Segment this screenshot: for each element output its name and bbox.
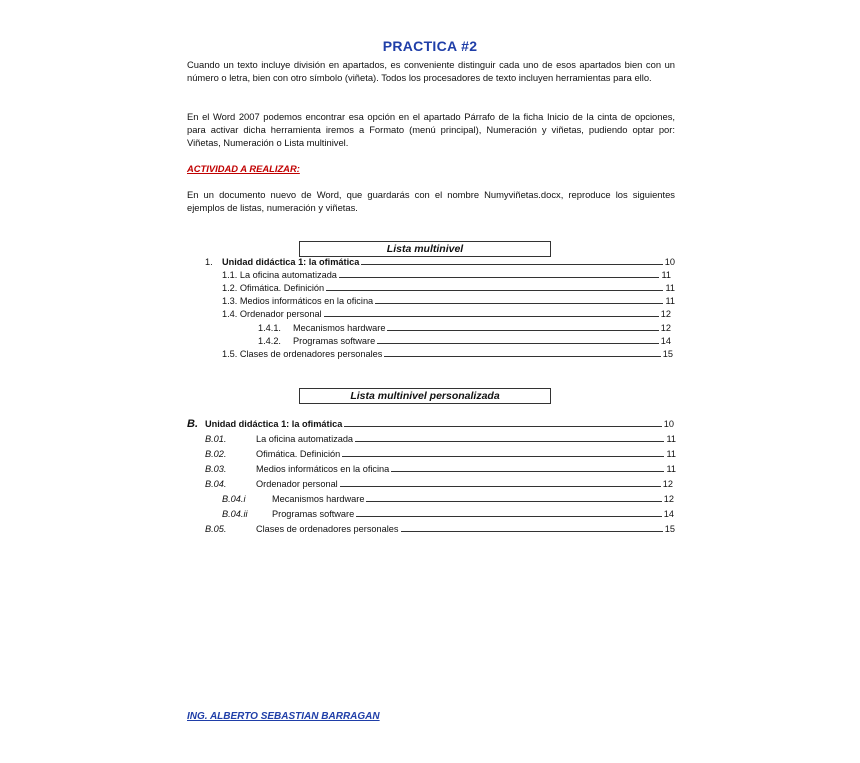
list1-item xyxy=(222,295,675,308)
leader-line xyxy=(340,478,661,487)
list2-item xyxy=(222,493,674,506)
list1-item xyxy=(222,348,673,361)
list-marker: B. xyxy=(187,418,198,430)
list-multinivel-title: Lista multinivel xyxy=(299,241,551,257)
leader-line xyxy=(356,508,662,517)
list-label: Mecanismos hardware xyxy=(293,323,386,333)
list-marker: B.02. xyxy=(205,449,227,459)
list1-item xyxy=(258,335,671,348)
list2-item xyxy=(205,448,676,461)
list1-item xyxy=(258,322,671,335)
list-label: Programas software xyxy=(293,336,376,346)
list-marker: 1.4.2. xyxy=(258,336,281,346)
list-label: Clases de ordenadores personales xyxy=(256,524,399,534)
list-marker: B.01. xyxy=(205,434,227,444)
list-label: 1.1. La oficina automatizada xyxy=(222,270,337,280)
list-label: 1.4. Ordenador personal xyxy=(222,309,322,319)
leader-line xyxy=(391,463,664,472)
list1-item xyxy=(205,256,675,269)
list-page: 14 xyxy=(660,336,671,346)
leader-line xyxy=(342,448,664,457)
list-label: Mecanismos hardware xyxy=(272,494,365,504)
list-page: 12 xyxy=(663,494,674,504)
leader-line xyxy=(344,418,661,427)
list-marker: B.05. xyxy=(205,524,227,534)
list-label: Unidad didáctica 1: la ofimática xyxy=(222,257,360,267)
leader-line xyxy=(366,493,661,502)
list-page: 11 xyxy=(665,296,675,306)
list1-item xyxy=(222,269,671,282)
list-marker: B.04. xyxy=(205,479,227,489)
list-marker: B.04.i xyxy=(222,494,246,504)
list-label: Ofimática. Definición xyxy=(256,449,341,459)
leader-line xyxy=(377,335,659,344)
list-multinivel-personalizada-title: Lista multinivel personalizada xyxy=(299,388,551,404)
list-page: 15 xyxy=(662,349,673,359)
list2-item xyxy=(187,418,674,431)
list-marker: B.03. xyxy=(205,464,227,474)
leader-line xyxy=(326,282,663,291)
list2-item xyxy=(222,508,674,521)
list-page: 12 xyxy=(660,323,671,333)
leader-line xyxy=(324,308,659,317)
list2-item xyxy=(205,433,676,446)
list-page: 11 xyxy=(666,464,676,474)
list-page: 10 xyxy=(663,419,674,429)
list-page: 10 xyxy=(664,257,675,267)
leader-line xyxy=(339,269,660,278)
list-label: 1.3. Medios informáticos en la oficina xyxy=(222,296,374,306)
list1-item xyxy=(222,308,671,321)
list-page: 14 xyxy=(663,509,674,519)
leader-line xyxy=(401,523,663,532)
list-marker: 1. xyxy=(205,257,213,267)
leader-line xyxy=(384,348,660,357)
author-footer: ING. ALBERTO SEBASTIAN BARRAGAN xyxy=(187,711,380,722)
leader-line xyxy=(375,295,663,304)
instructions-paragraph: En un documento nuevo de Word, que guardarás con el nombre Numyviñetas.docx, reproduce los siguientes ejemplos de listas, numeración y viñetas. xyxy=(187,189,675,213)
list-marker: B.04.ii xyxy=(222,509,248,519)
list-page: 12 xyxy=(660,309,671,319)
list-label: 1.5. Clases de ordenadores personales xyxy=(222,349,383,359)
list2-item xyxy=(205,478,673,491)
list-page: 12 xyxy=(662,479,673,489)
list-label: 1.2. Ofimática. Definición xyxy=(222,283,325,293)
list-label: La oficina automatizada xyxy=(256,434,354,444)
leader-line xyxy=(361,256,662,265)
list-label: Unidad didáctica 1: la ofimática xyxy=(205,419,343,429)
activity-heading: ACTIVIDAD A REALIZAR: xyxy=(187,163,300,174)
list-page: 11 xyxy=(666,434,676,444)
list-marker: 1.4.1. xyxy=(258,323,281,333)
list-page: 15 xyxy=(664,524,675,534)
list1-item xyxy=(222,282,675,295)
list-label: Medios informáticos en la oficina xyxy=(256,464,390,474)
list-page: 11 xyxy=(665,283,675,293)
list2-item xyxy=(205,463,676,476)
leader-line xyxy=(387,322,658,331)
list-label: Programas software xyxy=(272,509,355,519)
page-title: PRACTICA #2 xyxy=(382,38,478,54)
list2-item xyxy=(205,523,675,536)
word-paragraph: En el Word 2007 podemos encontrar esa opción en el apartado Párrafo de la ficha Inicio de la cinta de opciones, para activar dicha herramienta iremos a Formato (menú principal), Numeración y viñetas, pudiendo optar por: Viñetas, Numeración o Lista multinivel. xyxy=(187,111,675,148)
leader-line xyxy=(355,433,664,442)
list-page: 11 xyxy=(661,270,671,280)
intro-paragraph: Cuando un texto incluye división en apartados, es conveniente distinguir cada uno de esos apartados bien con un número o letra, bien con otro símbolo (viñeta). Todos los procesadores de texto incluyen herramientas para ello. xyxy=(187,59,675,83)
list-label: Ordenador personal xyxy=(256,479,338,489)
list-page: 11 xyxy=(666,449,676,459)
